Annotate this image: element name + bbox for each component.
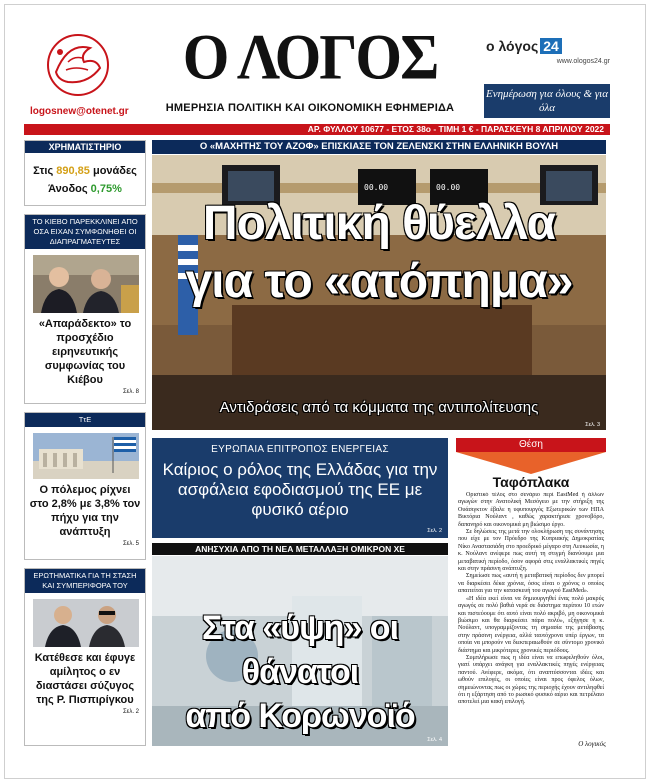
- editorial-signature: Ο λογικός: [578, 740, 606, 748]
- side-story-kiev-page-ref: Σελ. 8: [122, 389, 139, 395]
- stock-exchange-heading: ΧΡΗΜΑΤΙΣΤΗΡΙΟ: [25, 141, 145, 153]
- side-story-pispirigou-headline: Κατέθεσε και έφυγε αμίλητος ο εν διαστάσει σύζυγος της Ρ. Πισπιρίγκου: [34, 652, 136, 706]
- promo-slogan: Ενημέρωση για όλους & για όλα: [484, 84, 610, 118]
- side-story-kiev-photo: [33, 255, 139, 313]
- lead-story-kicker: Ο «ΜΑΧΗΤΗΣ ΤΟΥ ΑΖΟΦ» ΕΠΙΣΚΙΑΣΕ ΤΟΝ ΖΕΛΕΝΣΚΙ ΣΤΗΝ ΕΛΛΗΝΙΚΗ ΒΟΥΛΗ: [152, 140, 606, 154]
- stock-index-value: 890,85: [56, 165, 90, 177]
- eu-energy-page-ref: Σελ. 2: [427, 528, 442, 534]
- side-story-kiev-kicker: ΤΟ ΚΙΕΒΟ ΠΑΡΕΚΚΛΙΝΕΙ ΑΠΟ ΟΣΑ ΕΙΧΑΝ ΣΥΜΦΩΝΗΘΕΙ ΟΙ ΔΙΑΠΡΑΓΜΑΤΕΥΤΕΣ: [25, 215, 145, 249]
- side-story-growth[interactable]: [24, 412, 146, 560]
- editorial-paragraph: «Η ιδέα εκεί είναι να δημιουργηθεί ένας πολύ μακρύς αγωγός σε πολύ βαθιά νερά σε διάστημα περίπου 10 ετών και πιστεύουμε ότι αυτό είναι πολύ ακριβό, μη οικονομικά βιώσιμο και θα διαρκέσει πάρα πολύ», εξήγησε η κ. Νούλαντ, υπογραμμίζοντας τη σημασία της μετάβασης στην πράσινη ενέργεια, αλλά ταυτόχρονα υπέρ έργων, τα οποία να μπορούν να διεκπεραιωθούν σε σύντομο χρονικό διάστημα και μικρότερες χρονικές περιόδους.: [458, 595, 604, 654]
- side-story-growth-kicker: ΤτΕ: [25, 413, 145, 427]
- promo-logo-text: ο λόγος: [486, 38, 539, 54]
- contact-email: logosnew@otenet.gr: [30, 106, 129, 117]
- eu-energy-story[interactable]: [152, 438, 448, 538]
- editorial-body: [458, 492, 604, 738]
- covid-story-headline: [152, 606, 448, 738]
- covid-headline-line1: Στα «ύψη» οι θάνατοι: [201, 609, 399, 691]
- stock-change-line: [25, 183, 145, 195]
- stock-exchange-box: [24, 140, 146, 206]
- editorial-paragraph: Σε δηλώσεις της μετά την ολοκλήρωση της συνάντησης που είχε με τον Πρόεδρο της Κυπριακής Δημοκρατίας Νίκο Αναστασιάδη στο προεδρικό μέγαρο στη Λευκωσία, η κ. Νούλαντ ανέφερε πως αυτή τη στιγμή διανύουμε μια μεταβατική περίοδο, όσον αφορά στις εναλλακτικές πηγές και στην πράσινη ανάπτυξη.: [458, 529, 604, 573]
- newspaper-title: Ο ΛΟΓΟΣ: [182, 21, 438, 93]
- stock-suffix: μονάδες: [89, 165, 137, 177]
- side-story-pispirigou-photo: [33, 599, 139, 647]
- eu-energy-headline: Καίριος ο ρόλος της Ελλάδας για την ασφάλεια εφοδιασμού της ΕΕ με φυσικό αέριο: [162, 460, 438, 519]
- stock-prefix: Στις: [33, 165, 57, 177]
- side-story-kiev-headline: «Απαράδεκτο» το προσχέδιο ειρηνευτικής συμφωνίας του Κιέβου: [38, 318, 132, 386]
- covid-headline-line2: από Κορωνοϊό: [185, 697, 415, 735]
- newspaper-logo-icon: [38, 32, 118, 98]
- website-promo: [486, 38, 610, 76]
- parliament-clock-left: 00.00: [364, 183, 389, 192]
- lead-headline-line2: για το «ατόπημα»: [185, 255, 573, 308]
- editorial-paragraph: Σημείωσε πως «αυτή η μεταβατική περίοδος δεν μπορεί να διαρκέσει δέκα χρόνια, όσος είναι ο χρόνος ο οποίος απαιτείται για την κατασκευή του αγωγού EastMed».: [458, 573, 604, 595]
- editorial-title: Ταφόπλακα: [492, 474, 570, 490]
- side-story-growth-page-ref: Σελ. 5: [122, 541, 139, 547]
- eu-energy-kicker: ΕΥΡΩΠΑΙΑ ΕΠΙΤΡΟΠΟΣ ΕΝΕΡΓΕΙΑΣ: [211, 444, 389, 455]
- side-story-kiev[interactable]: [24, 214, 146, 404]
- stock-index-line: [25, 165, 145, 177]
- stock-change-label: Άνοδος: [48, 183, 91, 195]
- side-story-pispirigou-kicker: ΕΡΩΤΗΜΑΤΙΚΑ ΓΙΑ ΤΗ ΣΤΑΣΗ ΚΑΙ ΣΥΜΠΕΡΙΦΟΡΑ ΤΟΥ: [25, 569, 145, 593]
- promo-url: www.ologos24.gr: [556, 58, 610, 65]
- side-story-pispirigou-page-ref: Σελ. 2: [122, 709, 139, 715]
- stock-change-value: 0,75%: [90, 183, 122, 195]
- promo-logo-number: 24: [540, 38, 562, 54]
- editorial-triangle-decoration: [456, 452, 606, 474]
- editorial-heading: Θέση: [456, 438, 606, 452]
- issue-info-bar: ΑΡ. ΦΥΛΛΟΥ 10677 - ΕΤΟΣ 38ο - ΤΙΜΗ 1 € - ΠΑΡΑΣΚΕΥΗ 8 ΑΠΡΙΛΙΟΥ 2022: [24, 124, 610, 135]
- editorial-paragraph: Συμπλήρωσε πως η ιδέα είναι να επωφεληθούν όλοι, γιατί υπάρχει ανάγκη για εναλλακτικές πηγές ενέργειας παντού. Ανέφερε, ακόμα, ότι αναπτύσσονται ιδέες και ωθούν επιλογές, οι οποίες είναι προς όφελος όλων, σημειώνοντας πως οι χώρες της περιοχής έχουν αντιληφθεί ότι η εξάρτηση από το ρωσικό φυσικό αέριο και πετρέλαιο αποτελεί μια κακή επιλογή.: [458, 654, 604, 706]
- side-story-pispirigou[interactable]: [24, 568, 146, 746]
- lead-headline-line1: Πολιτική θύελλα: [202, 197, 556, 250]
- covid-story[interactable]: [152, 556, 448, 746]
- newspaper-subtitle: ΗΜΕΡΗΣΙΑ ΠΟΛΙΤΙΚΗ ΚΑΙ ΟΙΚΟΝΟΜΙΚΗ ΕΦΗΜΕΡΙΔΑ: [165, 102, 455, 114]
- parliament-clock-right: 00.00: [436, 183, 461, 192]
- side-story-growth-photo: [33, 433, 139, 479]
- side-story-growth-headline: Ο πόλεμος ρίχνει στο 2,8% με 3,8% τον πήχυ για την ανάπτυξη: [29, 484, 141, 538]
- lead-story[interactable]: [152, 155, 606, 430]
- covid-story-kicker: ΑΝΗΣΥΧΙΑ ΑΠΟ ΤΗ ΝΕΑ ΜΕΤΑΛΛΑΞΗ ΟΜΙΚΡΟΝ ΧΕ: [152, 543, 448, 555]
- lead-story-page-ref: Σελ. 3: [585, 422, 600, 428]
- lead-story-subheadline: Αντιδράσεις από τα κόμματα της αντιπολίτευσης: [219, 399, 539, 416]
- lead-story-headline: [152, 195, 606, 311]
- editorial-paragraph: Οριστικό τέλος στο σενάριο περί EastMed ή άλλων αγωγών στην Ανατολική Μεσόγειο με την στήριξη της Ουάσιγκτον έβαλε η υφυπουργός Εξωτερικών των ΗΠΑ Βικτόρια Νούλαντ , καθώς χαρακτήρισε χρονοβόρο, δαπανηρό και οικονομικά μη βιώσιμο έργο.: [458, 492, 604, 528]
- covid-story-page-ref: Σελ. 4: [427, 737, 442, 743]
